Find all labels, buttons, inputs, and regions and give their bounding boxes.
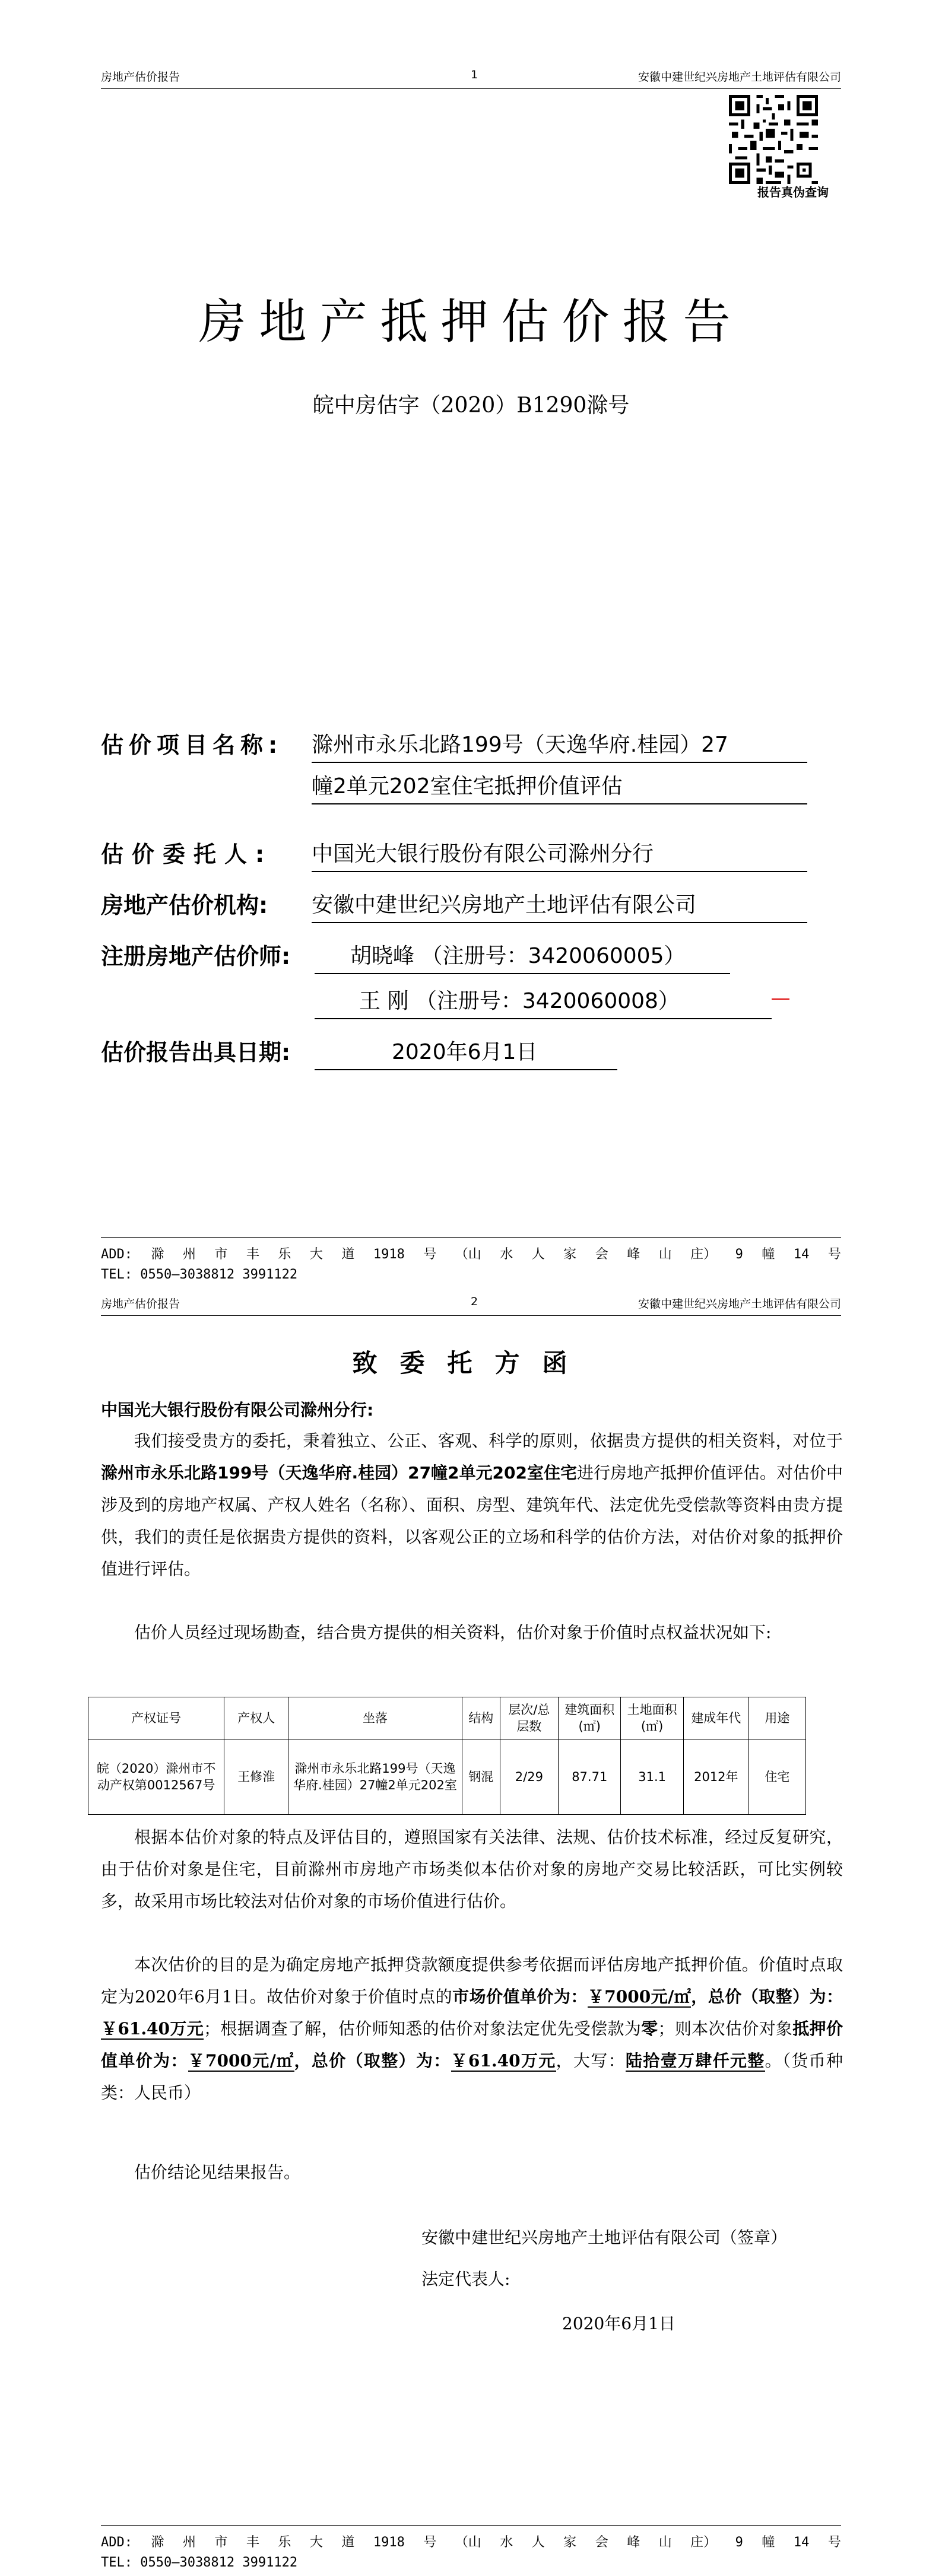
- client-label: 估价委托人:: [101, 841, 273, 867]
- footer-addr-part: 14: [793, 2535, 810, 2550]
- footer-addr-part: 滁: [151, 1247, 164, 1262]
- footer-addr-part: 道: [341, 2535, 355, 2550]
- footer-addr-part: 市: [214, 1247, 228, 1262]
- project-name-value-line2: 幢2单元202室住宅抵押价值评估: [312, 770, 807, 804]
- project-name-value-line1: 滁州市永乐北路199号（天逸华府.桂园）27: [312, 729, 807, 763]
- table-header-row: [88, 1697, 806, 1739]
- letter-paragraph-4: [101, 1949, 843, 2109]
- page-footer: [101, 2525, 841, 2573]
- table-cell: 滁州市永乐北路199号（天逸华府.桂园）27幢2单元202室: [288, 1739, 462, 1815]
- letter-recipient: 中国光大银行股份有限公司滁州分行:: [101, 1400, 374, 1420]
- table-cell: 钢混: [462, 1739, 500, 1815]
- table-cell: 王修淮: [224, 1739, 288, 1815]
- table-cell: 87.71: [559, 1739, 621, 1815]
- paragraph-text: 我们接受贵方的委托，秉着独立、公正、客观、科学的原则，依据贵方提供的相关资料，对位于: [134, 1431, 843, 1451]
- footer-addr-part: （山: [455, 2535, 481, 2550]
- qr-caption: 报告真伪查询: [757, 185, 829, 199]
- letter-title: 致委托方函: [352, 1349, 590, 1378]
- footer-addr-part: 会: [595, 1247, 608, 1262]
- footer-addr-part: 1918: [373, 2535, 405, 2550]
- table-header-cell: 产权人: [224, 1697, 288, 1739]
- footer-addr-part: （山: [455, 1247, 481, 1262]
- footer-addr-part: ADD:: [101, 1247, 132, 1262]
- footer-addr-part: 滁: [151, 2535, 164, 2550]
- footer-addr-part: 号: [827, 1247, 841, 1262]
- agency-value: 安徽中建世纪兴房地产土地评估有限公司: [312, 889, 807, 923]
- footer-addr-part: 号: [827, 2535, 841, 2550]
- table-header-cell: 建筑面积(㎡): [559, 1697, 621, 1739]
- footer-address: [101, 1245, 841, 1265]
- header-left: 房地产估价报告: [101, 71, 180, 84]
- footer-addr-part: 人: [531, 2535, 545, 2550]
- footer-addr-part: 丰: [246, 2535, 259, 2550]
- footer-addr-part: 9: [735, 1247, 743, 1262]
- property-address: 滁州市永乐北路199号（天逸华府.桂园）27幢2单元202室住宅: [101, 1463, 577, 1483]
- table-cell: 2/29: [500, 1739, 558, 1815]
- footer-addr-part: ADD:: [101, 2535, 132, 2550]
- footer-addr-part: 大: [309, 1247, 323, 1262]
- report-title: 房地产抵押估价报告: [198, 294, 744, 349]
- red-mark: [772, 998, 789, 1000]
- signing-date: 2020年6月1日: [562, 2314, 675, 2333]
- footer-addr-part: 号: [423, 1247, 437, 1262]
- table-cell: 皖（2020）滁州市不动产权第0012567号: [88, 1739, 224, 1815]
- legal-representative: 法定代表人:: [421, 2269, 510, 2289]
- letter-paragraph-1: [101, 1425, 843, 1585]
- footer-addr-part: 州: [182, 2535, 196, 2550]
- paragraph-text: 估价结论见结果报告。: [134, 2162, 301, 2182]
- letter-paragraph-5: [101, 2157, 843, 2189]
- priority-claim-value: 零: [641, 2019, 658, 2038]
- footer-addr-part: 家: [563, 2535, 577, 2550]
- report-number: 皖中房估字（2020）B1290滁号: [312, 393, 630, 418]
- footer-addr-part: 庄）: [690, 1247, 717, 1262]
- issue-date-value: 2020年6月1日: [315, 1036, 617, 1070]
- footer-addr-part: 水: [500, 1247, 513, 1262]
- letter-paragraph-3: [101, 1821, 843, 1917]
- letter-paragraph-2: [101, 1617, 843, 1649]
- project-name-label: 估价项目名称:: [101, 732, 283, 758]
- market-unit-label: 市场价值单价为：: [452, 1987, 588, 2006]
- paragraph-text: ；则本次估价对象: [658, 2019, 793, 2038]
- table-cell: 住宅: [748, 1739, 805, 1815]
- signing-company: 安徽中建世纪兴房地产土地评估有限公司（签章）: [421, 2228, 788, 2247]
- footer-addr-part: 山: [658, 1247, 672, 1262]
- footer-addr-part: 人: [531, 1247, 545, 1262]
- paragraph-text: 本次估价的目的是为确定房地产抵押贷款额度提供参考依据而评估房地产抵押价值。价值时点取定为2020年6月1日。故估价对象于价值时点的: [101, 1955, 843, 2006]
- header-right: 安徽中建世纪兴房地产土地评估有限公司: [637, 71, 841, 84]
- footer-addr-part: 1918: [373, 1247, 405, 1262]
- header-page-number: 2: [471, 1295, 478, 1308]
- footer-addr-part: 乐: [278, 1247, 291, 1262]
- qr-code-icon[interactable]: [729, 95, 818, 184]
- agency-label: 房地产估价机构:: [101, 892, 268, 918]
- footer-addr-part: 家: [563, 1247, 577, 1262]
- paragraph-text: 估价人员经过现场勘查，结合贵方提供的相关资料，估价对象于价值时点权益状况如下:: [134, 1623, 772, 1642]
- market-total-label: ，总价（取整）为：: [691, 1987, 843, 2006]
- footer-addr-part: 道: [341, 1247, 355, 1262]
- appraiser-1: 胡晓峰 （注册号：3420060005）: [315, 940, 730, 974]
- footer-tel: TEL: 0550—3038812 3991122: [101, 2555, 298, 2570]
- footer-addr-part: 大: [309, 2535, 323, 2550]
- table-cell: 31.1: [621, 1739, 683, 1815]
- mortgage-total-label: ，总价（取整）为：: [294, 2051, 451, 2071]
- paragraph-text: 根据本估价对象的特点及评估目的，遵照国家有关法律、法规、估价技术标准，经过反复研究，由于估价对象是住宅，目前滁州市房地产市场类似本估价对象的房地产交易比较活跃，可比实例较多，故采用市场比较法对估价对象的市场价值进行估价。: [101, 1827, 843, 1911]
- mortgage-unit-label: 抵押价值单价为：: [101, 2019, 843, 2071]
- page-footer: [101, 1237, 841, 1285]
- paragraph-text: ，大写：: [556, 2051, 626, 2071]
- footer-addr-part: 号: [423, 2535, 437, 2550]
- table-header-cell: 建成年代: [683, 1697, 748, 1739]
- footer-addr-part: 峰: [627, 1247, 640, 1262]
- table-header-cell: 坐落: [288, 1697, 462, 1739]
- footer-addr-part: 幢: [762, 2535, 775, 2550]
- table-row: [88, 1739, 806, 1815]
- market-total-price: ￥61.40万元: [101, 2019, 204, 2038]
- header-page-number: 1: [471, 68, 478, 81]
- footer-addr-part: 乐: [278, 2535, 291, 2550]
- page-header: [101, 68, 841, 89]
- footer-addr-part: 市: [214, 2535, 228, 2550]
- client-value: 中国光大银行股份有限公司滁州分行: [312, 838, 807, 872]
- table-header-cell: 土地面积(㎡): [621, 1697, 683, 1739]
- footer-addr-part: 山: [658, 2535, 672, 2550]
- paragraph-text: ；根据调查了解，估价师知悉的估价对象法定优先受偿款为: [204, 2019, 642, 2038]
- issue-date-label: 估价报告出具日期:: [101, 1039, 291, 1066]
- footer-addr-part: 会: [595, 2535, 608, 2550]
- footer-tel: TEL: 0550—3038812 3991122: [101, 1267, 298, 1282]
- footer-addr-part: 9: [735, 2535, 743, 2550]
- footer-address: [101, 2533, 841, 2553]
- mortgage-unit-price: ￥7000元/㎡: [188, 2051, 294, 2071]
- page-header: [101, 1295, 841, 1316]
- table-header-cell: 用途: [748, 1697, 805, 1739]
- paragraph-text: 。（货币种类：人民币）: [101, 2051, 843, 2103]
- footer-addr-part: 水: [500, 2535, 513, 2550]
- property-table: [88, 1697, 806, 1815]
- footer-addr-part: 庄）: [690, 2535, 717, 2550]
- footer-addr-part: 丰: [246, 1247, 259, 1262]
- appraiser-2: 王 刚 （注册号：3420060008）: [315, 985, 772, 1019]
- mortgage-total-price: ￥61.40万元: [451, 2051, 556, 2071]
- table-header-cell: 层次/总层数: [500, 1697, 558, 1739]
- footer-addr-part: 州: [182, 1247, 196, 1262]
- market-unit-price: ￥7000元/㎡: [587, 1987, 692, 2006]
- footer-addr-part: 幢: [762, 1247, 775, 1262]
- amount-in-words: 陆拾壹万肆仟元整: [625, 2051, 765, 2071]
- footer-addr-part: 14: [793, 1247, 810, 1262]
- table-header-cell: 产权证号: [88, 1697, 224, 1739]
- paragraph-text: 进行房地产抵押价值评估。对估价中涉及到的房地产权属、产权人姓名（名称）、面积、房型、建筑年代、法定优先受偿款等资料由贵方提供，我们的责任是依据贵方提供的资料，以客观公正的立场和科学的估价方法，对估价对象的抵押价值进行评估。: [101, 1463, 843, 1579]
- footer-addr-part: 峰: [627, 2535, 640, 2550]
- appraiser-label: 注册房地产估价师:: [101, 943, 291, 969]
- table-cell: 2012年: [683, 1739, 748, 1815]
- table-header-cell: 结构: [462, 1697, 500, 1739]
- header-left: 房地产估价报告: [101, 1297, 180, 1311]
- header-right: 安徽中建世纪兴房地产土地评估有限公司: [637, 1297, 841, 1311]
